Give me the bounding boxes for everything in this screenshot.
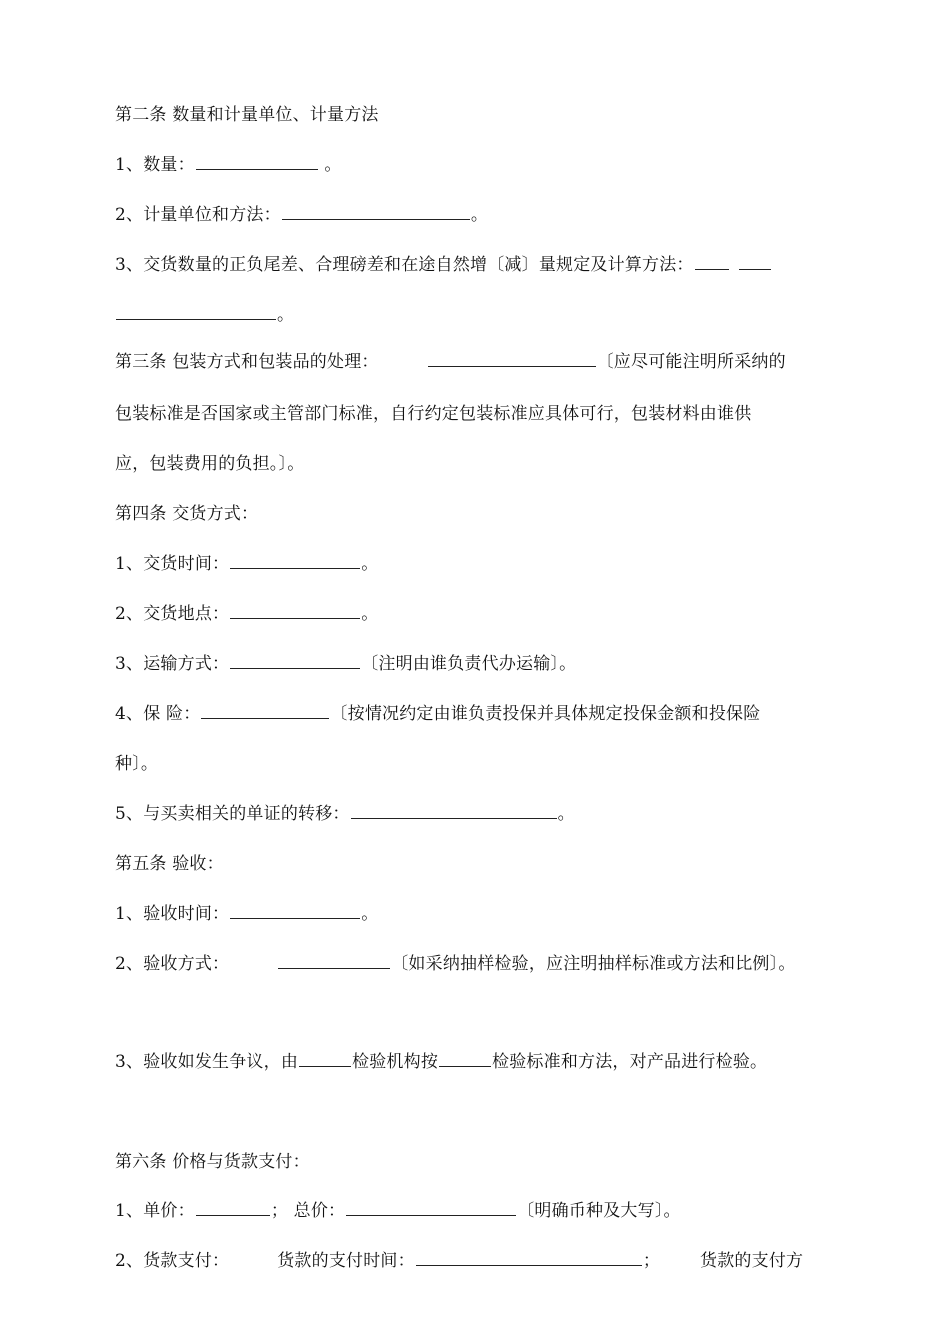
article-3-line-1: 第三条 包装方式和包装品的处理： 〔应尽可能注明所采纳的 — [115, 352, 786, 372]
calc-method-blank-c[interactable] — [116, 303, 276, 320]
packaging-blank[interactable] — [428, 350, 596, 367]
article-5-item-3: 3、验收如发生争议，由 检验机构按 检验标准和方法，对产品进行检验。 — [115, 1052, 768, 1072]
article-4-item-2: 2、交货地点： 。 — [115, 604, 379, 624]
article-5-heading: 第五条 验收： — [115, 854, 224, 874]
article-2-item-2: 2、计量单位和方法： 。 — [115, 205, 489, 225]
article-3-line-3: 应，包装费用的负担。〕。 — [115, 454, 305, 474]
delivery-time-blank[interactable] — [230, 552, 360, 569]
inspection-time-blank[interactable] — [230, 902, 360, 919]
unit-method-blank[interactable] — [282, 203, 470, 220]
total-price-blank[interactable] — [346, 1199, 516, 1216]
article-4-heading: 第四条 交货方式： — [115, 504, 259, 524]
article-2-item-3: 3、交货数量的正负尾差、合理磅差和在途自然增〔减〕量规定及计算方法： — [115, 253, 772, 277]
article-2-item-1: 1、数量： 。 — [115, 155, 342, 175]
calc-method-blank-b[interactable] — [739, 253, 771, 270]
article-5-item-2: 2、验收方式： 〔如采纳抽样检验，应注明抽样标准或方法和比例〕。 — [115, 954, 796, 974]
article-4-item-1: 1、交货时间： 。 — [115, 554, 379, 574]
insurance-blank[interactable] — [201, 702, 329, 719]
inspection-method-blank[interactable] — [278, 952, 390, 969]
article-3-line-2: 包装标准是否国家或主管部门标准，自行约定包装标准应具体可行，包装材料由谁供 — [115, 404, 752, 424]
article-6-heading: 第六条 价格与货款支付： — [115, 1152, 310, 1172]
inspection-standard-blank[interactable] — [439, 1050, 491, 1067]
article-4-item-4-cont: 种〕。 — [115, 754, 159, 774]
delivery-place-blank[interactable] — [230, 602, 360, 619]
article-2-item-3-cont: 。 — [115, 303, 294, 327]
article-4-item-4: 4、保 险： 〔按情况约定由谁负责投保并具体规定投保金额和投保险 — [115, 704, 761, 724]
article-4-item-5: 5、与买卖相关的单证的转移： 。 — [115, 804, 575, 824]
transport-blank[interactable] — [230, 652, 360, 669]
article-4-item-3: 3、运输方式： 〔注明由谁负责代办运输〕。 — [115, 654, 577, 674]
article-6-item-2: 2、货款支付： 货款的支付时间： ； 货款的支付方 — [115, 1251, 804, 1271]
calc-method-blank-a[interactable] — [695, 253, 729, 270]
article-6-item-1: 1、单价： ； 总价： 〔明确币种及大写〕。 — [115, 1201, 681, 1221]
payment-time-blank[interactable] — [416, 1249, 642, 1266]
unit-price-blank[interactable] — [196, 1199, 270, 1216]
document-transfer-blank[interactable] — [351, 802, 557, 819]
quantity-blank[interactable] — [196, 153, 318, 170]
article-5-item-1: 1、验收时间： 。 — [115, 904, 379, 924]
inspection-agency-blank[interactable] — [299, 1050, 351, 1067]
article-2-heading: 第二条 数量和计量单位、计量方法 — [115, 105, 379, 125]
